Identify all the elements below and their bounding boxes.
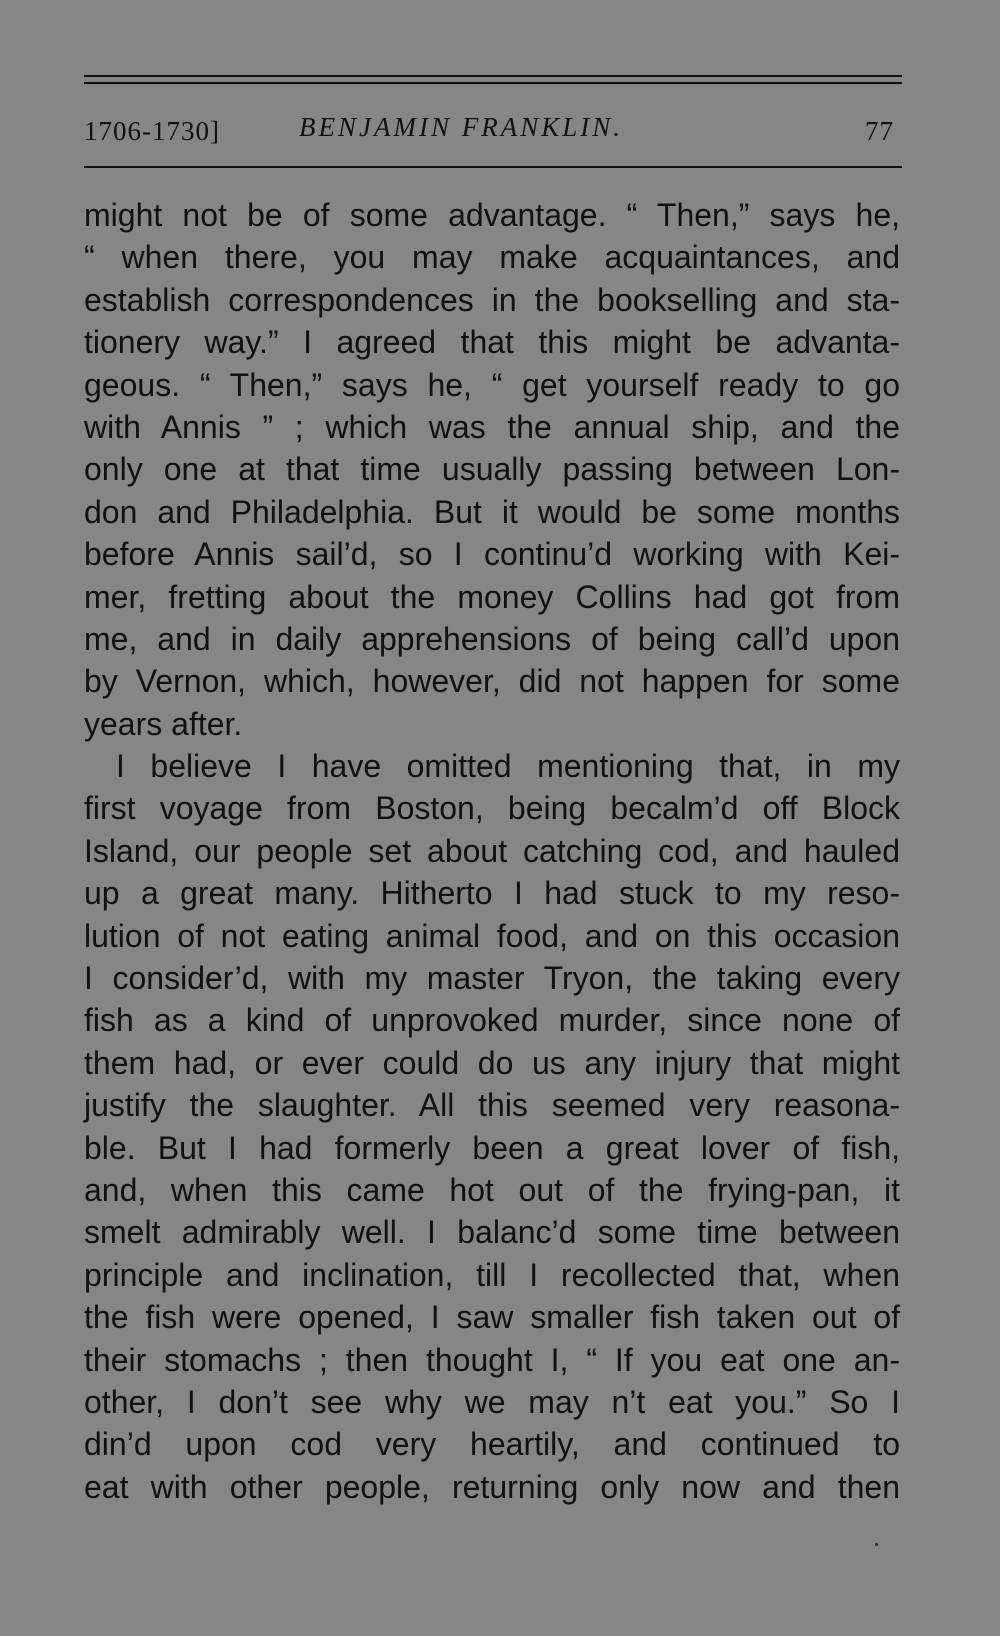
text-line: might not be of some advantage. “ Then,” says he, bbox=[84, 197, 900, 233]
body-text bbox=[84, 194, 900, 1508]
text-line: Island, our people set about catching cod, and hauled bbox=[84, 832, 900, 869]
text-line: eat with other people, returning only now and then bbox=[84, 1468, 900, 1505]
text-line: with Annis ” ; which was the annual ship, and the bbox=[84, 408, 900, 445]
text-line: by Vernon, which, however, did not happen for some bbox=[84, 663, 900, 700]
print-speck bbox=[875, 1543, 878, 1546]
text-line: geous. “ Then,” says he, “ get yourself ready to go bbox=[84, 366, 900, 403]
text-line: tionery way.” I agreed that this might be advanta- bbox=[84, 324, 900, 361]
text-line: establish correspondences in the bookselling and sta- bbox=[84, 281, 900, 318]
text-line: fish as a kind of unprovoked murder, since none of bbox=[84, 1002, 900, 1039]
text-line: “ when there, you may make acquaintances, and bbox=[84, 239, 900, 276]
text-line: and, when this came hot out of the frying-pan, it bbox=[84, 1171, 900, 1208]
header-rule bbox=[84, 166, 902, 168]
header-double-rule bbox=[84, 75, 902, 84]
text-line: ble. But I had formerly been a great lover of fish, bbox=[84, 1129, 900, 1166]
text-line: smelt admirably well. I balanc’d some time between bbox=[84, 1214, 900, 1251]
text-line: me, and in daily apprehensions of being call’d upon bbox=[84, 620, 900, 657]
text-line: justify the slaughter. All this seemed very reasona- bbox=[84, 1087, 900, 1124]
running-header bbox=[84, 112, 900, 156]
text-line: principle and inclination, till I recollected that, when bbox=[84, 1256, 900, 1293]
text-line: I consider’d, with my master Tryon, the taking every bbox=[84, 960, 900, 997]
page-number: 77 bbox=[865, 116, 894, 146]
text-line: years after. bbox=[84, 705, 243, 742]
text-line: don and Philadelphia. But it would be some months bbox=[84, 493, 900, 530]
text-line: them had, or ever could do us any injury that might bbox=[84, 1044, 900, 1081]
text-line: the fish were opened, I saw smaller fish taken out of bbox=[84, 1299, 900, 1336]
text-line: only one at that time usually passing between Lon- bbox=[84, 451, 900, 488]
text-line: up a great many. Hitherto I had stuck to my reso- bbox=[84, 875, 900, 912]
book-page bbox=[84, 0, 900, 1636]
text-line: their stomachs ; then thought I, “ If you eat one an- bbox=[84, 1341, 900, 1378]
text-line: mer, fretting about the money Collins had got from bbox=[84, 578, 900, 615]
header-date-range: 1706-1730] bbox=[84, 116, 220, 146]
text-line: other, I don’t see why we may n’t eat you.” So I bbox=[84, 1383, 900, 1420]
text-line: first voyage from Boston, being becalm’d off Block bbox=[84, 790, 900, 827]
text-line: din’d upon cod very heartily, and continued to bbox=[84, 1426, 900, 1463]
text-line: before Annis sail’d, so I continu’d working with Kei- bbox=[84, 536, 900, 573]
paragraph bbox=[84, 745, 900, 1508]
header-title: BENJAMIN FRANKLIN. bbox=[299, 112, 623, 142]
paragraph bbox=[84, 194, 900, 745]
text-line: lution of not eating animal food, and on this occasion bbox=[84, 917, 900, 954]
text-line: I believe I have omitted mentioning that, in my bbox=[116, 748, 900, 785]
